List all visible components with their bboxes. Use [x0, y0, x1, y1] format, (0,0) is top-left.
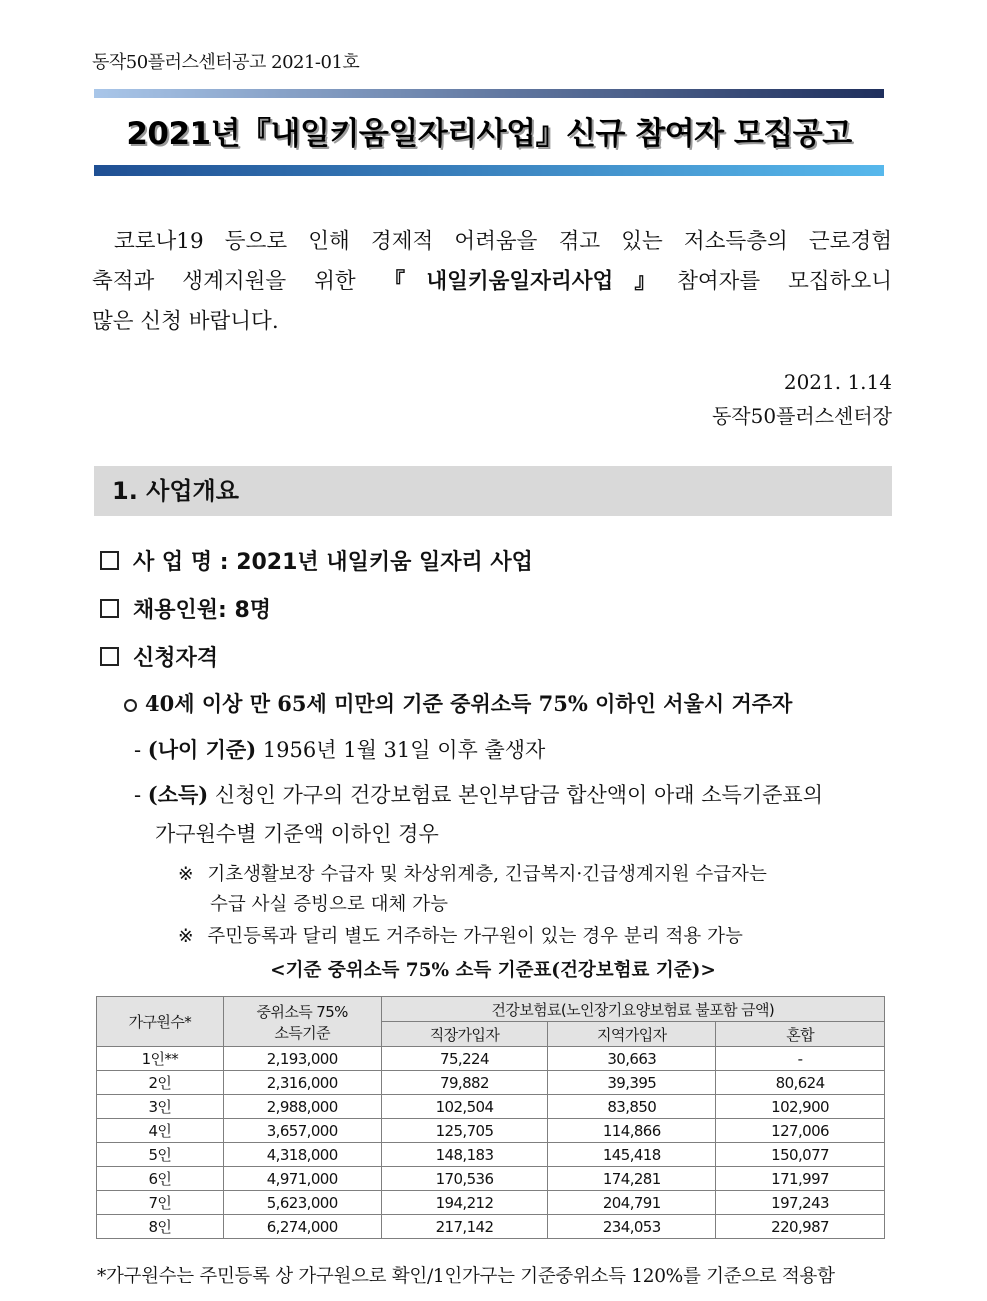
cell-household: 5인	[97, 1143, 224, 1167]
cell-income: 2,193,000	[223, 1047, 381, 1071]
eligibility-age	[134, 734, 545, 764]
item-eligibility-text: 신청자격	[133, 646, 219, 671]
header-income-line-1: 중위소득 75%	[256, 1002, 348, 1021]
cell-mixed: 171,997	[716, 1167, 885, 1191]
note-mark: ※	[178, 864, 194, 885]
income-standard-table	[96, 996, 885, 1239]
cell-regional: 83,850	[548, 1095, 716, 1119]
income-label: (소득)	[147, 782, 209, 807]
intro-line-2-pre: 축적과 생계지원을 위한	[92, 269, 384, 294]
cell-income: 6,274,000	[223, 1215, 381, 1239]
cell-income: 2,988,000	[223, 1095, 381, 1119]
header-workplace: 직장가입자	[381, 1022, 548, 1047]
cell-household: 1인**	[97, 1047, 224, 1071]
cell-household: 6인	[97, 1167, 224, 1191]
cell-mixed: 220,987	[716, 1215, 885, 1239]
cell-regional: 114,866	[548, 1119, 716, 1143]
cell-mixed: 102,900	[716, 1095, 885, 1119]
cell-household: 8인	[97, 1215, 224, 1239]
note-1-line-1: 기초생활보장 수급자 및 차상위계층, 긴급복지·긴급생계지원 수급자는	[207, 864, 767, 885]
title-bar-top	[94, 89, 884, 98]
table-footnote: *가구원수는 주민등록 상 가구원으로 확인/1인가구는 기준중위소득 120%를 기준으로 적용함	[97, 1266, 835, 1287]
note-2-text: 주민등록과 달리 별도 거주하는 가구원이 있는 경우 분리 적용 가능	[207, 926, 743, 947]
item-project-name-text: 사 업 명 : 2021년 내일키움 일자리 사업	[133, 550, 533, 575]
note-1	[178, 860, 767, 886]
cell-income: 3,657,000	[223, 1119, 381, 1143]
cell-workplace: 194,212	[381, 1191, 548, 1215]
item-hiring-count	[100, 593, 271, 624]
title-bar-bottom	[94, 165, 884, 176]
cell-workplace: 217,142	[381, 1215, 548, 1239]
table-row	[97, 1047, 885, 1071]
item-eligibility	[100, 641, 218, 672]
dash-bullet: -	[134, 783, 142, 807]
circle-bullet-icon	[124, 699, 137, 712]
cell-workplace: 75,224	[381, 1047, 548, 1071]
item-hiring-count-text: 채용인원: 8명	[133, 598, 272, 623]
cell-mixed: 127,006	[716, 1119, 885, 1143]
note-2	[178, 922, 743, 948]
intro-line-2-post: 참여자를 모집하오니	[677, 269, 892, 294]
cell-income: 4,318,000	[223, 1143, 381, 1167]
cell-mixed: 150,077	[716, 1143, 885, 1167]
cell-workplace: 148,183	[381, 1143, 548, 1167]
cell-regional: 204,791	[548, 1191, 716, 1215]
header-income-line-2: 소득기준	[274, 1023, 330, 1042]
age-text: 1956년 1월 31일 이후 출생자	[256, 738, 546, 762]
intro-line-3: 많은 신청 바랍니다.	[92, 309, 279, 334]
header-income	[223, 997, 381, 1047]
document-number: 동작50플러스센터공고 2021-01호	[92, 52, 360, 73]
cell-income: 2,316,000	[223, 1071, 381, 1095]
issuer-name: 동작50플러스센터장	[711, 404, 892, 428]
header-mixed: 혼합	[716, 1022, 885, 1047]
cell-regional: 174,281	[548, 1167, 716, 1191]
cell-regional: 234,053	[548, 1215, 716, 1239]
cell-regional: 145,418	[548, 1143, 716, 1167]
header-household: 가구원수*	[97, 997, 224, 1047]
table-row	[97, 1119, 885, 1143]
note-mark: ※	[178, 926, 194, 947]
table-row	[97, 1095, 885, 1119]
cell-household: 2인	[97, 1071, 224, 1095]
intro-line-2	[92, 262, 892, 302]
age-label: (나이 기준)	[147, 737, 257, 762]
cell-workplace: 125,705	[381, 1119, 548, 1143]
checkbox-square-icon	[100, 599, 119, 618]
table-caption: <기준 중위소득 75% 소득 기준표(건강보험료 기준)>	[270, 960, 716, 981]
cell-regional: 39,395	[548, 1071, 716, 1095]
cell-mixed: 80,624	[716, 1071, 885, 1095]
table-row	[97, 1191, 885, 1215]
table-row	[97, 1071, 885, 1095]
intro-paragraph	[92, 222, 892, 342]
cell-workplace: 102,504	[381, 1095, 548, 1119]
cell-income: 5,623,000	[223, 1191, 381, 1215]
income-text-1: 신청인 가구의 건강보험료 본인부담금 합산액이 아래 소득기준표의	[208, 783, 823, 807]
intro-line-1: 코로나19 등으로 인해 경제적 어려움을 겪고 있는 저소득층의 근로경험	[114, 229, 892, 254]
table-row	[97, 1143, 885, 1167]
program-name: 『내일키움일자리사업』	[383, 269, 678, 294]
cell-household: 7인	[97, 1191, 224, 1215]
header-insurance: 건강보험료(노인장기요양보험료 불포함 금액)	[381, 997, 884, 1022]
eligibility-main	[124, 688, 792, 718]
dash-bullet: -	[134, 738, 142, 762]
note-1-line-2: 수급 사실 증빙으로 대체 가능	[210, 894, 448, 915]
eligibility-income	[134, 779, 894, 809]
checkbox-square-icon	[100, 551, 119, 570]
cell-regional: 30,663	[548, 1047, 716, 1071]
page-title: 2021년『내일키움일자리사업』신규 참여자 모집공고	[126, 116, 852, 152]
cell-income: 4,971,000	[223, 1167, 381, 1191]
item-project-name	[100, 545, 533, 576]
header-regional: 지역가입자	[548, 1022, 716, 1047]
section-heading: 1. 사업개요	[94, 466, 892, 516]
cell-mixed: -	[716, 1047, 885, 1071]
cell-household: 4인	[97, 1119, 224, 1143]
cell-mixed: 197,243	[716, 1191, 885, 1215]
eligibility-main-text: 40세 이상 만 65세 미만의 기준 중위소득 75% 이하인 서울시 거주자	[145, 691, 793, 716]
cell-workplace: 170,536	[381, 1167, 548, 1191]
checkbox-square-icon	[100, 647, 119, 666]
table-row	[97, 1215, 885, 1239]
table-row	[97, 1167, 885, 1191]
income-text-2: 가구원수별 기준액 이하인 경우	[155, 822, 439, 846]
notice-date: 2021. 1.14	[783, 370, 892, 394]
cell-workplace: 79,882	[381, 1071, 548, 1095]
cell-household: 3인	[97, 1095, 224, 1119]
